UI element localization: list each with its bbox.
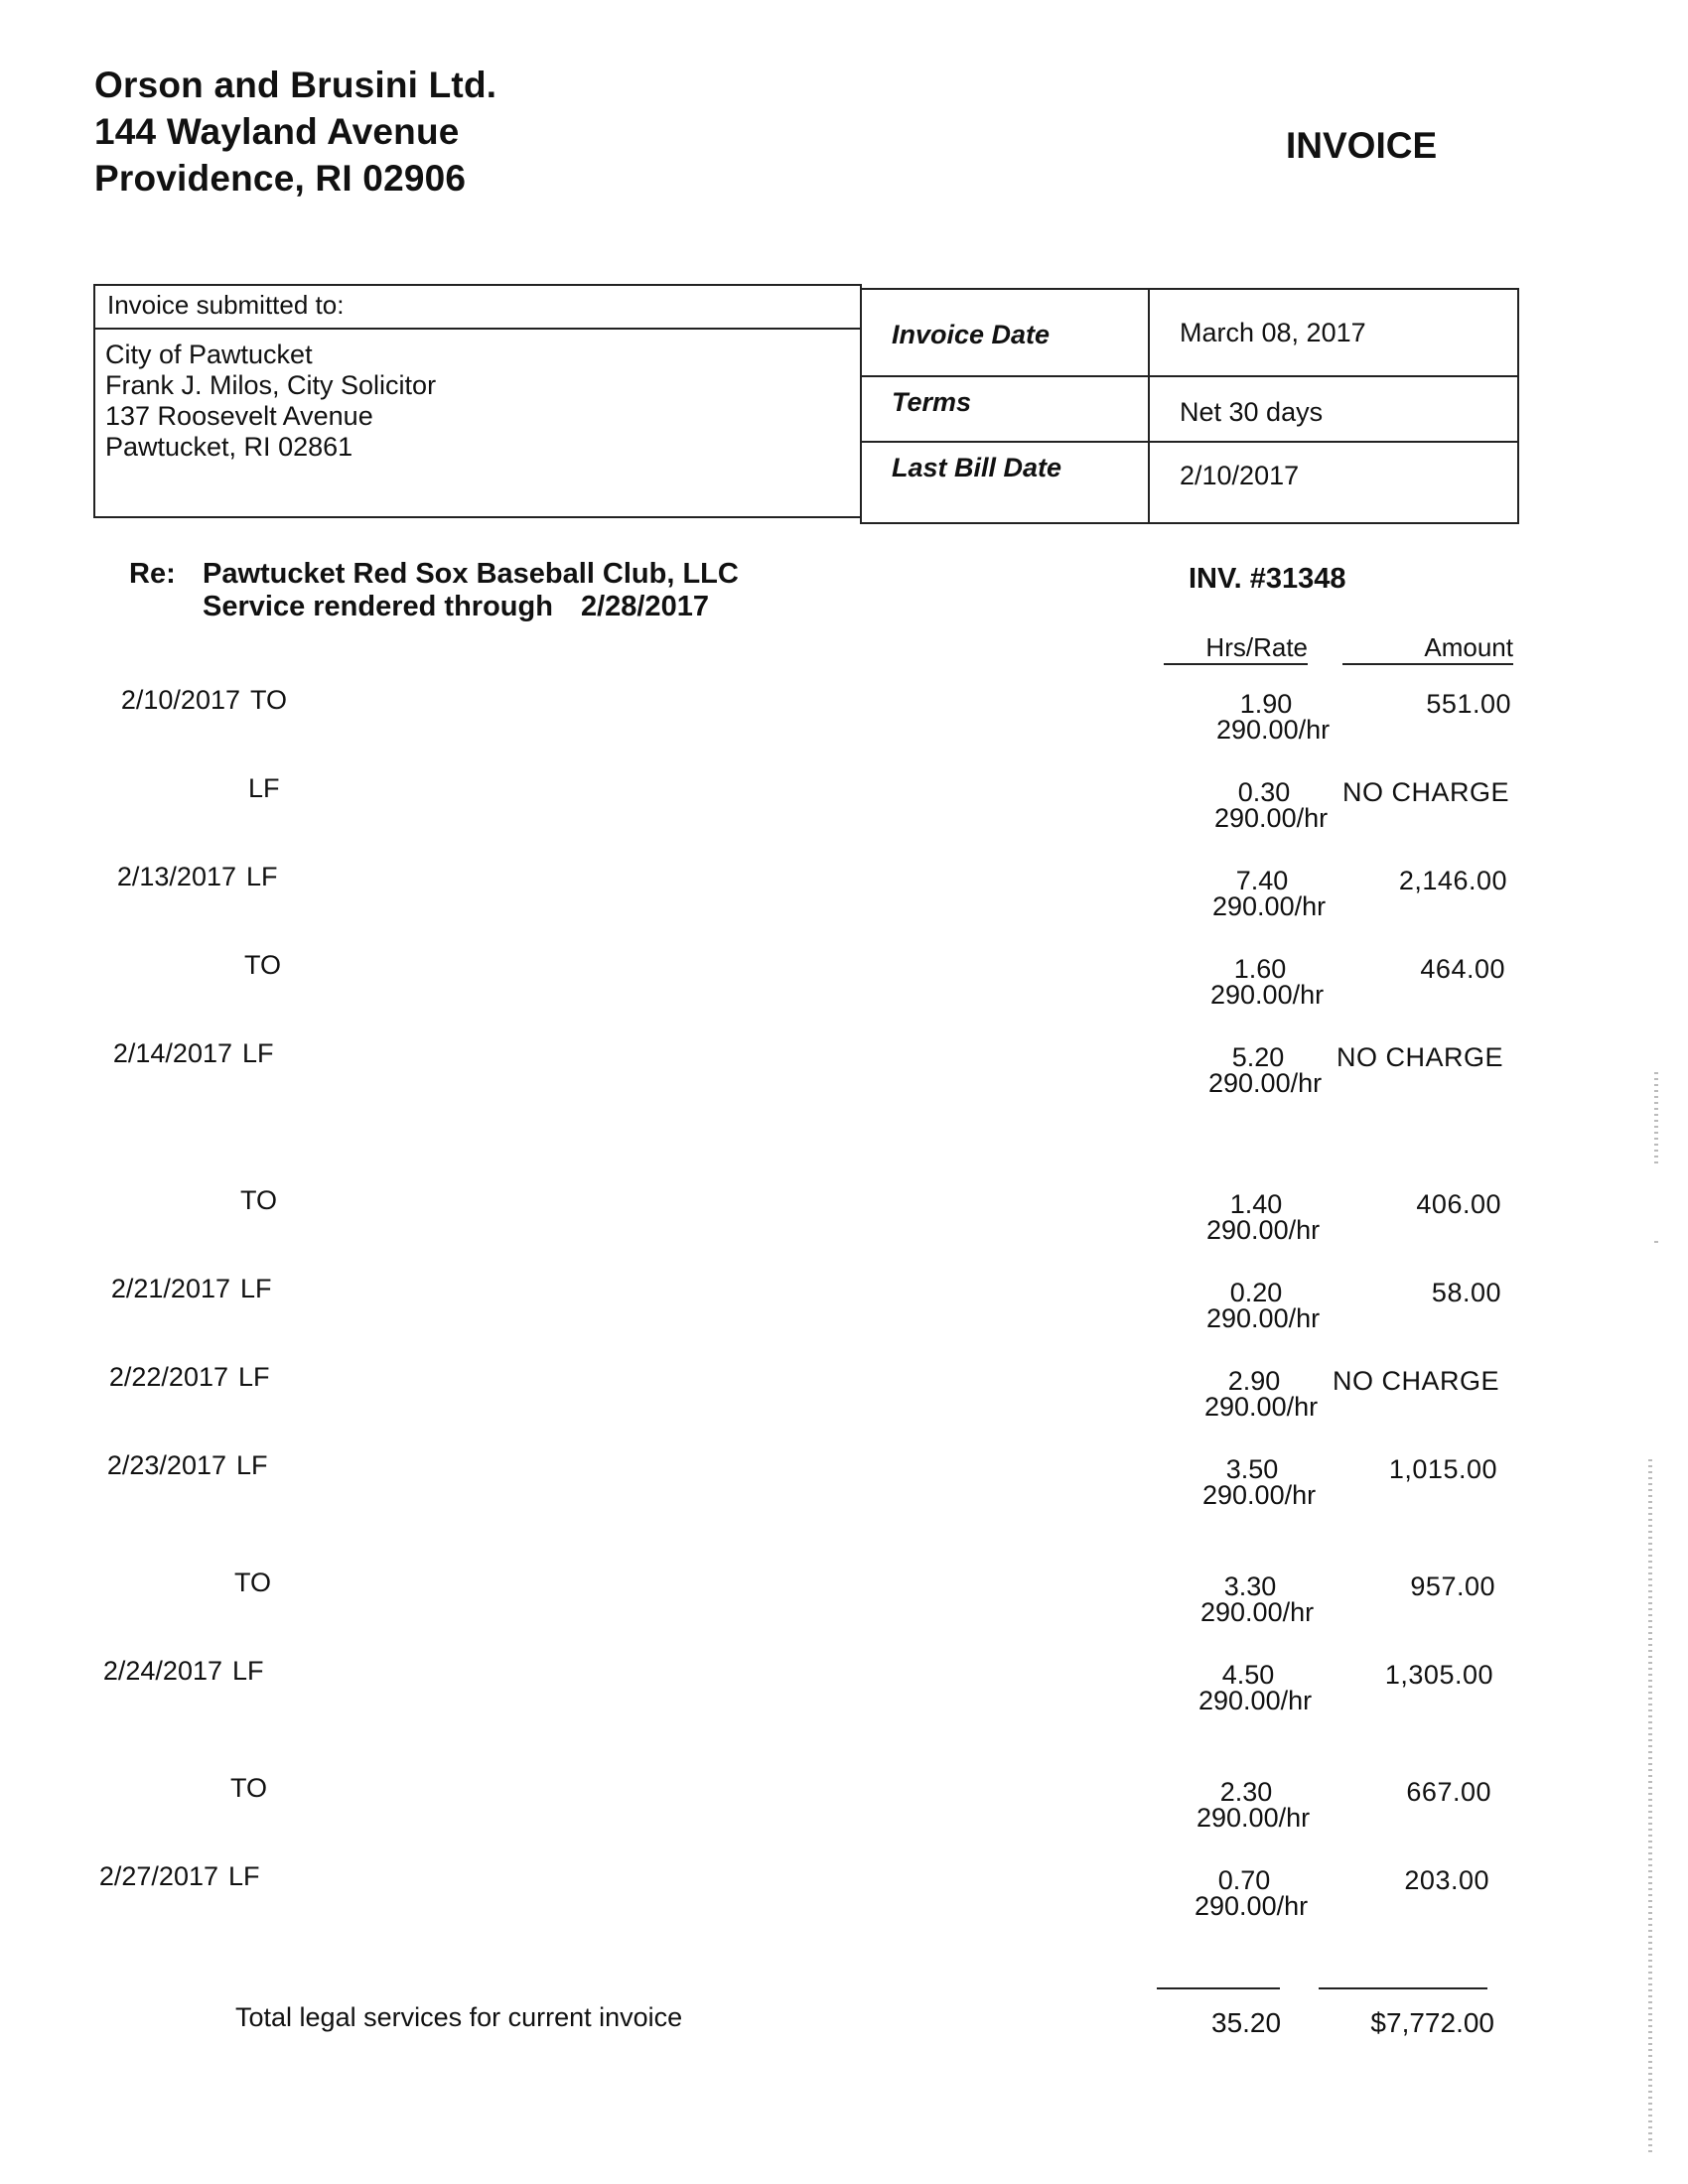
- entry-timekeeper-code: TO: [230, 1773, 268, 1803]
- entry-hours: 0.70: [1217, 1865, 1271, 1895]
- invoice-info-table: [860, 288, 1519, 524]
- entry-amount: 2,146.00: [1398, 866, 1507, 895]
- amount-total-rule: [1319, 1987, 1487, 1989]
- entry-rate: 290.00/hr: [1212, 891, 1327, 921]
- time-entry-row: [0, 1362, 1688, 1441]
- entry-hours: 1.60: [1233, 954, 1287, 984]
- time-entry-row: [0, 1656, 1688, 1735]
- client-address: [105, 340, 436, 463]
- time-entry-row: [0, 862, 1688, 941]
- last-bill-date-row: [862, 443, 1517, 522]
- time-entry-row: [0, 1274, 1688, 1353]
- time-entry-row: [0, 1568, 1688, 1647]
- entry-amount: NO CHARGE: [1332, 1366, 1499, 1396]
- entry-rate: 290.00/hr: [1202, 1480, 1317, 1510]
- entry-rate: 290.00/hr: [1208, 1068, 1323, 1098]
- matter-reference: [129, 558, 739, 623]
- submitted-to-box: [93, 284, 862, 518]
- entry-hours: 3.30: [1223, 1571, 1277, 1601]
- invoice-number: INV. #31348: [1189, 563, 1346, 595]
- matter-name: Pawtucket Red Sox Baseball Club, LLC: [203, 558, 739, 590]
- entry-amount: NO CHARGE: [1336, 1042, 1503, 1072]
- entry-timekeeper-code: TO: [240, 1185, 278, 1215]
- entry-timekeeper-code: LF: [246, 862, 278, 891]
- entry-hours: 4.50: [1221, 1660, 1275, 1690]
- time-entry-row: [0, 950, 1688, 1029]
- entry-amount: 1,305.00: [1384, 1660, 1493, 1690]
- entry-timekeeper-code: LF: [238, 1362, 270, 1392]
- entry-date: 2/21/2017: [110, 1274, 230, 1303]
- entry-timekeeper-code: TO: [250, 685, 288, 715]
- time-entry-row: [0, 1450, 1688, 1530]
- entry-amount: 667.00: [1406, 1777, 1491, 1807]
- client-contact: Frank J. Milos, City Solicitor: [105, 370, 437, 400]
- hrs-rate-column-header: Hrs/Rate: [1164, 632, 1308, 665]
- entry-date: 2/10/2017: [120, 685, 240, 715]
- entry-hours: 5.20: [1231, 1042, 1285, 1072]
- entry-date: 2/24/2017: [102, 1656, 222, 1686]
- re-label: Re:: [129, 558, 176, 590]
- scan-artifact: [1654, 1072, 1658, 1166]
- entry-rate: 290.00/hr: [1214, 803, 1329, 833]
- invoice-date-value: March 08, 2017: [1180, 318, 1366, 347]
- time-entry-row: [0, 1861, 1688, 1941]
- entry-hours: 2.90: [1227, 1366, 1281, 1396]
- entry-hours: 2.30: [1219, 1777, 1273, 1807]
- firm-address-line2: Providence, RI 02906: [94, 158, 467, 199]
- invoice-date-row: [862, 290, 1517, 375]
- entry-amount: 464.00: [1420, 954, 1505, 984]
- entry-date: 2/27/2017: [98, 1861, 218, 1891]
- last-bill-date-value: 2/10/2017: [1180, 461, 1300, 490]
- entry-amount: NO CHARGE: [1341, 777, 1509, 807]
- amount-column-header: Amount: [1342, 632, 1513, 665]
- entry-hours: 0.20: [1229, 1278, 1283, 1307]
- entry-timekeeper-code: TO: [244, 950, 282, 980]
- total-hours: 35.20: [1211, 2007, 1282, 2038]
- entry-timekeeper-code: LF: [242, 1038, 274, 1068]
- entry-rate: 290.00/hr: [1204, 1392, 1319, 1422]
- submitted-to-heading: Invoice submitted to:: [107, 290, 345, 320]
- entry-rate: 290.00/hr: [1196, 1803, 1311, 1833]
- entry-timekeeper-code: LF: [240, 1274, 272, 1303]
- scan-artifact: [1648, 1459, 1652, 2154]
- entry-date: 2/13/2017: [116, 862, 236, 891]
- entry-amount: 203.00: [1404, 1865, 1489, 1895]
- entry-hours: 7.40: [1235, 866, 1289, 895]
- entry-timekeeper-code: LF: [228, 1861, 260, 1891]
- service-through-label: Service rendered through: [203, 591, 553, 622]
- entry-timekeeper-code: LF: [248, 773, 280, 803]
- last-bill-date-label: Last Bill Date: [892, 453, 1062, 482]
- entry-hours: 0.30: [1237, 777, 1291, 807]
- time-entry-row: [0, 1038, 1688, 1118]
- entry-rate: 290.00/hr: [1206, 1215, 1321, 1245]
- invoice-date-label: Invoice Date: [892, 320, 1051, 349]
- time-entry-row: [0, 685, 1688, 764]
- firm-address-line1: 144 Wayland Avenue: [94, 111, 460, 152]
- total-label: Total legal services for current invoice: [235, 2002, 683, 2032]
- entry-rate: 290.00/hr: [1210, 980, 1325, 1010]
- entry-timekeeper-code: LF: [236, 1450, 268, 1480]
- entry-rate: 290.00/hr: [1195, 1891, 1309, 1921]
- entry-hours: 1.90: [1239, 689, 1293, 719]
- client-name: City of Pawtucket: [105, 340, 313, 369]
- time-entry-row: [0, 1185, 1688, 1265]
- entry-amount: 1,015.00: [1388, 1454, 1497, 1484]
- entry-date: 2/23/2017: [106, 1450, 226, 1480]
- entry-rate: 290.00/hr: [1206, 1303, 1321, 1333]
- terms-row: [862, 377, 1517, 441]
- document-title: INVOICE: [1286, 125, 1438, 166]
- client-street: 137 Roosevelt Avenue: [105, 401, 373, 431]
- firm-header: [94, 62, 496, 202]
- entry-amount: 58.00: [1431, 1278, 1501, 1307]
- entry-rate: 290.00/hr: [1216, 715, 1331, 745]
- entry-amount: 406.00: [1416, 1189, 1501, 1219]
- entry-date: 2/14/2017: [112, 1038, 232, 1068]
- total-amount: $7,772.00: [1370, 2007, 1494, 2038]
- entry-hours: 1.40: [1229, 1189, 1283, 1219]
- submitted-to-header: [95, 286, 860, 330]
- entry-timekeeper-code: TO: [234, 1568, 272, 1597]
- service-through-date: 2/28/2017: [580, 591, 709, 622]
- entry-timekeeper-code: LF: [232, 1656, 264, 1686]
- scan-artifact: [1654, 1241, 1658, 1243]
- time-entry-row: [0, 1773, 1688, 1852]
- entry-amount: 957.00: [1410, 1571, 1495, 1601]
- terms-value: Net 30 days: [1180, 397, 1324, 427]
- entry-rate: 290.00/hr: [1200, 1597, 1315, 1627]
- entry-date: 2/22/2017: [108, 1362, 228, 1392]
- entry-amount: 551.00: [1426, 689, 1511, 719]
- hours-total-rule: [1157, 1987, 1280, 1989]
- time-entry-row: [0, 773, 1688, 853]
- terms-label: Terms: [892, 387, 972, 417]
- firm-name: Orson and Brusini Ltd.: [94, 65, 497, 105]
- client-city: Pawtucket, RI 02861: [105, 432, 353, 462]
- entry-hours: 3.50: [1225, 1454, 1279, 1484]
- entry-rate: 290.00/hr: [1198, 1686, 1313, 1715]
